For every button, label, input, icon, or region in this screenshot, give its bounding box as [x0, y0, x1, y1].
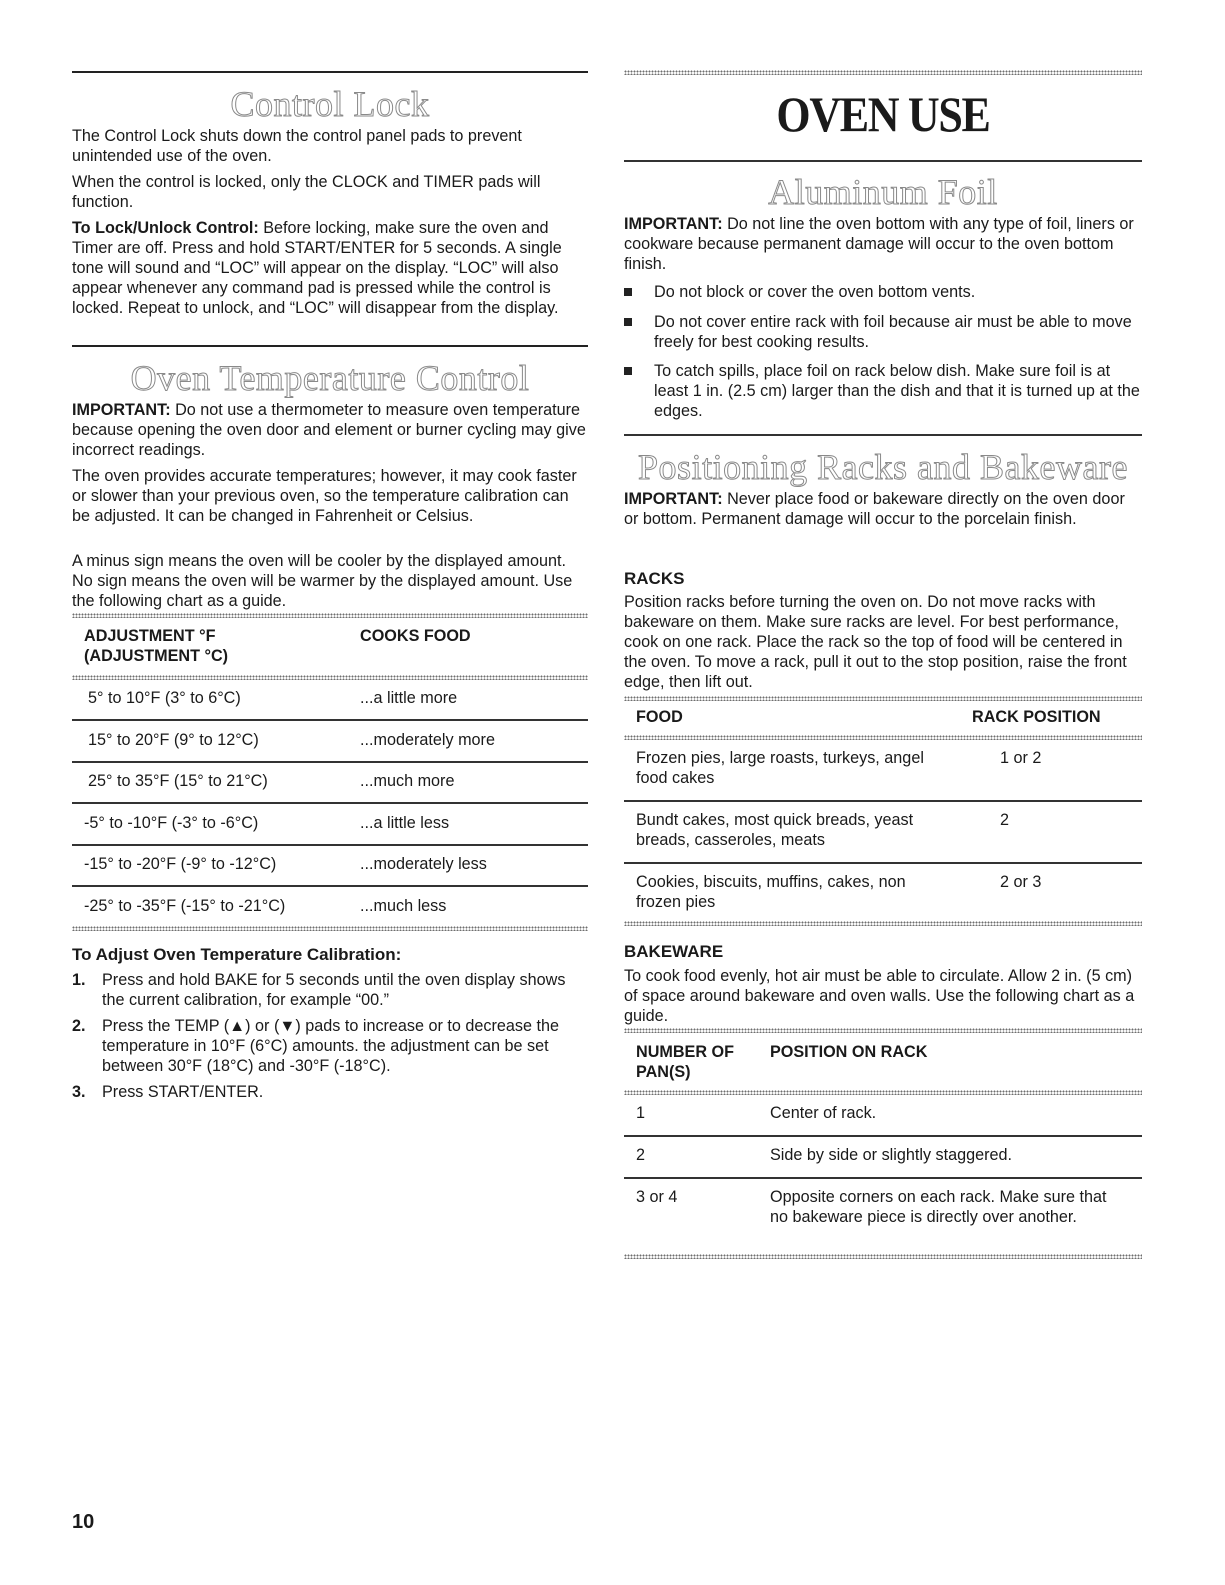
pans-cell: 1: [636, 1104, 646, 1122]
cooks-food-cell: ...moderately more: [360, 731, 495, 749]
step-text: Press and hold BAKE for 5 seconds until the oven display shows the current calibration, for example “00.”: [102, 971, 566, 1009]
list-item: [624, 312, 1142, 354]
list-item: [624, 282, 1142, 304]
page-title: OVEN USE: [776, 86, 990, 142]
cooks-food-header: COOKS FOOD: [360, 627, 471, 645]
list-item: [624, 361, 1142, 423]
food-cell: Cookies, biscuits, muffins, cakes, non frozen pies: [636, 873, 906, 911]
table-bottom-dots: [624, 1254, 1142, 1259]
food-header: FOOD: [636, 708, 683, 726]
aluminum-foil-heading: Aluminum Foil: [768, 172, 998, 212]
adjustment-cell: 5° to 10°F (3° to 6°C): [88, 689, 241, 707]
control-lock-heading: Control Lock: [230, 84, 430, 124]
position-cell: Side by side or slightly staggered.: [770, 1146, 1013, 1164]
top-rule-left: [72, 71, 588, 73]
step-number: 3.: [72, 1083, 86, 1101]
lock-unlock-label: To Lock/Unlock Control:: [72, 219, 259, 237]
important-label: IMPORTANT:: [72, 401, 171, 419]
table-header-dots: [624, 1090, 1142, 1095]
table-top-dots: [624, 696, 1142, 701]
temp-p3: A minus sign means the oven will be cooler by the displayed amount. No sign means the oven will be warmer by the displayed amount. Use the following chart as a guide.: [72, 552, 573, 610]
bullet-text: Do not cover entire rack with foil because air must be able to move freely for best cooking results.: [654, 313, 1132, 351]
temp-control-heading: Oven Temperature Control: [130, 358, 530, 398]
rack-position-cell: 2: [1000, 811, 1010, 829]
racks-text: Position racks before turning the oven on. Do not move racks with bakeware on them. Make sure racks are level. For best performance, cook on one rack. Place the rack so the top of food will be centered in the oven. To move a rack, pull it out to the stop position, raise the front edge, then lift out.: [624, 593, 1127, 691]
step-text: Press START/ENTER.: [102, 1083, 264, 1101]
food-cell: Bundt cakes, most quick breads, yeast breads, casseroles, meats: [636, 811, 914, 849]
cooks-food-cell: ...moderately less: [360, 855, 487, 873]
adjustment-cell: 15° to 20°F (9° to 12°C): [88, 731, 259, 749]
row-divider: [72, 885, 588, 887]
adjustment-cell: -15° to -20°F (-9° to -12°C): [84, 855, 277, 873]
rack-position-header: RACK POSITION: [972, 708, 1101, 726]
important-label: IMPORTANT:: [624, 215, 723, 233]
rack-position-cell: 1 or 2: [1000, 749, 1042, 767]
pans-cell: 3 or 4: [636, 1188, 678, 1206]
adjustment-cell: -5° to -10°F (-3° to -6°C): [84, 814, 259, 832]
cooks-food-cell: ...a little less: [360, 814, 450, 832]
calibration-step: [72, 1082, 588, 1104]
control-lock-p2: When the control is locked, only the CLOCK and TIMER pads will function.: [72, 173, 541, 211]
important-label: IMPORTANT:: [624, 490, 723, 508]
top-dots-right: [624, 70, 1142, 75]
positioning-racks-heading: Positioning Racks and Bakeware: [638, 447, 1128, 487]
temp-important-para: [72, 400, 588, 460]
control-lock-p3: [72, 218, 588, 318]
page-number: 10: [72, 1511, 95, 1533]
racks-heading: RACKS: [624, 569, 685, 588]
pans-cell: 2: [636, 1146, 646, 1164]
table-bottom-dots: [72, 926, 588, 931]
step-number: 2.: [72, 1017, 86, 1035]
table-header-dots: [624, 735, 1142, 740]
row-divider: [72, 844, 588, 846]
important-text: Never place food or bakeware directly on the oven door or bottom. Permanent damage will occur to the porcelain finish.: [624, 490, 1125, 528]
temp-p2: The oven provides accurate temperatures; however, it may cook faster or slower than your previous oven, so the temperature calibration can be adjusted. It can be changed in Fahrenheit or Celsius.: [72, 467, 577, 525]
pans-header: PAN(S): [636, 1063, 691, 1081]
adjustment-cell: -25° to -35°F (-15° to -21°C): [84, 897, 286, 915]
position-on-rack-header: POSITION ON RACK: [770, 1043, 928, 1061]
row-divider: [624, 1135, 1142, 1137]
title-rule: [624, 160, 1142, 162]
important-text: Do not use a thermometer to measure oven temperature because opening the oven door and element or burner cycling may give incorrect readings.: [72, 401, 586, 459]
row-divider: [72, 761, 588, 763]
foil-important-para: [624, 214, 1142, 274]
row-divider: [72, 719, 588, 721]
calibration-step: [72, 970, 588, 1012]
position-cell: Center of rack.: [770, 1104, 877, 1122]
cooks-food-cell: ...much more: [360, 772, 455, 790]
racks-important-para: [624, 489, 1142, 529]
bullet-text: To catch spills, place foil on rack below dish. Make sure foil is at least 1 in. (2.5 cm) larger than the dish and that it is turned up at the edges.: [654, 362, 1140, 420]
adjustment-cell: 25° to 35°F (15° to 21°C): [88, 772, 268, 790]
section-rule: [624, 434, 1142, 436]
adjust-calibration-heading: To Adjust Oven Temperature Calibration:: [72, 945, 402, 964]
lock-unlock-text: Before locking, make sure the oven and Timer are off. Press and hold START/ENTER for 5 seconds. A single tone will sound and “LOC” will appear on the display. “LOC” will also appear whenever any command pad is pressed while the control is locked. Repeat to unlock, and “LOC” will disappear from the display.: [72, 219, 562, 317]
adjustment-c-header: (ADJUSTMENT °C): [84, 647, 229, 665]
bakeware-text: To cook food evenly, hot air must be able to circulate. Allow 2 in. (5 cm) of space around bakeware and oven walls. Use the following chart as a guide.: [624, 967, 1135, 1025]
row-divider: [624, 1177, 1142, 1179]
number-of-header: NUMBER OF: [636, 1043, 735, 1061]
bullet-text: Do not block or cover the oven bottom vents.: [654, 283, 976, 301]
important-text: Do not line the oven bottom with any type of foil, liners or cookware because permanent damage will occur to the oven bottom finish.: [624, 215, 1134, 273]
section-rule: [72, 345, 588, 347]
table-top-dots: [624, 1028, 1142, 1033]
adjustment-f-header: ADJUSTMENT °F: [84, 627, 216, 645]
position-cell: Opposite corners on each rack. Make sure that no bakeware piece is directly over another.: [770, 1188, 1107, 1226]
table-top-dots: [72, 613, 588, 618]
row-divider: [72, 802, 588, 804]
table-header-dots: [72, 675, 588, 680]
bullet-icon: [624, 288, 632, 296]
row-divider: [624, 862, 1142, 864]
bullet-icon: [624, 318, 632, 326]
cooks-food-cell: ...a little more: [360, 689, 458, 707]
step-text: Press the TEMP (▲) or (▼) pads to increase or to decrease the temperature in 10°F (6°C) amounts. the adjustment can be set between 30°F (18°C) and -30°F (-18°C).: [102, 1017, 560, 1075]
cooks-food-cell: ...much less: [360, 897, 447, 915]
calibration-step: [72, 1016, 588, 1078]
control-lock-p1: The Control Lock shuts down the control panel pads to prevent unintended use of the oven.: [72, 127, 522, 165]
row-divider: [624, 800, 1142, 802]
food-cell: Frozen pies, large roasts, turkeys, angel food cakes: [636, 749, 924, 787]
step-number: 1.: [72, 971, 86, 989]
bullet-icon: [624, 367, 632, 375]
rack-position-cell: 2 or 3: [1000, 873, 1042, 891]
bakeware-heading: BAKEWARE: [624, 942, 724, 961]
table-bottom-dots: [624, 921, 1142, 926]
